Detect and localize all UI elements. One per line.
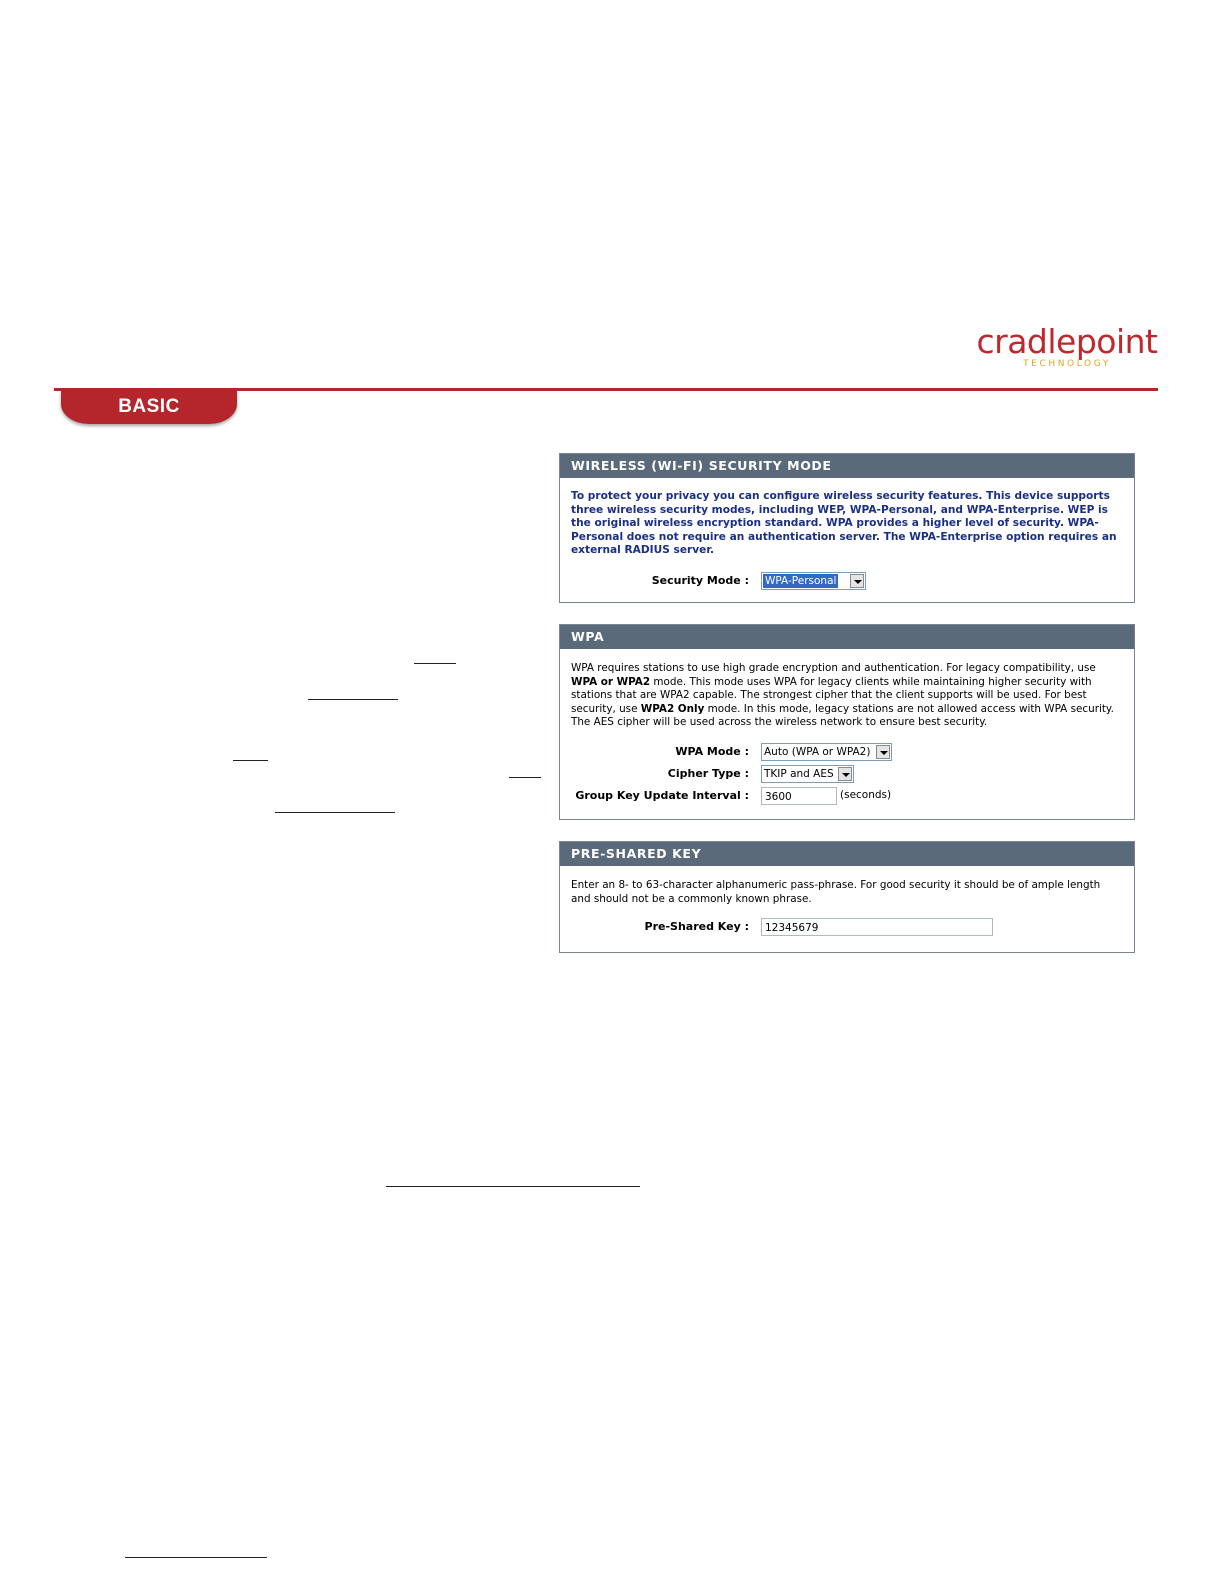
wpa-mode-value: Auto (WPA or WPA2)	[764, 746, 871, 758]
wpa-mode-row	[560, 743, 1134, 763]
hidden-link-underline	[125, 1557, 267, 1558]
group-key-interval-input[interactable]: 3600	[761, 787, 837, 805]
psk-panel	[559, 841, 1135, 953]
wpa-panel	[559, 624, 1135, 820]
pre-shared-key-input[interactable]: 12345679	[761, 918, 993, 936]
wpa-panel-title: WPA	[560, 625, 1134, 649]
wpa-description-text: mode. In this mode, legacy stations are not allowed access with WPA security. The AES cipher will be used across the wireless network to ensure best security.	[571, 702, 1114, 728]
security-mode-value: WPA-Personal	[765, 575, 837, 587]
security-mode-select[interactable]	[761, 572, 866, 590]
wpa-description	[571, 662, 1123, 730]
hidden-link-underline	[386, 1186, 640, 1187]
section-tab-label: BASIC	[118, 396, 180, 417]
logo-wordmark: cradlepoint	[976, 322, 1158, 361]
psk-description: Enter an 8- to 63-character alphanumeric pass-phrase. For good security it should be of ample length and should not be a commonly known phrase.	[571, 879, 1101, 905]
group-key-row	[560, 787, 1134, 807]
chevron-down-icon[interactable]	[850, 574, 864, 588]
security-mode-description: To protect your privacy you can configure wireless security features. This device supports three wireless security modes, including WEP, WPA-Personal, and WPA-Enterprise. WEP is the original wireless encryption standard. WPA provides a higher level of security. WPA-Personal does not require an authentication server. The WPA-Enterprise option requires an external RADIUS server.	[571, 490, 1117, 556]
chevron-down-icon[interactable]	[838, 767, 852, 781]
cipher-type-label: Cipher Type :	[667, 767, 749, 780]
cipher-type-value: TKIP and AES	[764, 768, 834, 780]
wpa-description-text: mode. This mode uses WPA for legacy clients while maintaining higher security with stations that are WPA2 capable. The strongest cipher that the client supports will be used. For best security, use	[571, 675, 1092, 715]
section-tab-basic	[61, 390, 237, 424]
wpa-description-emphasis: WPA2 Only	[640, 702, 705, 715]
hidden-link-underline	[233, 760, 268, 761]
wpa-description-emphasis: WPA or WPA2	[571, 675, 651, 688]
security-mode-row	[560, 572, 1134, 592]
wpa-description-text: WPA requires stations to use high grade encryption and authentication. For legacy compatibility, use	[571, 662, 1096, 674]
wpa-mode-select[interactable]	[761, 743, 892, 761]
hidden-link-underline	[509, 777, 541, 778]
logo-subtext: TECHNOLOGY	[1023, 359, 1111, 369]
cipher-type-row	[560, 765, 1134, 785]
wpa-mode-label: WPA Mode :	[675, 745, 749, 758]
hidden-link-underline	[308, 699, 398, 700]
hidden-link-underline	[275, 812, 395, 813]
psk-panel-title: PRE-SHARED KEY	[560, 842, 1134, 866]
hidden-link-underline	[414, 663, 456, 664]
psk-row	[560, 918, 1134, 938]
group-key-label: Group Key Update Interval :	[575, 789, 749, 802]
security-mode-panel	[559, 453, 1135, 603]
cradlepoint-logo	[974, 324, 1160, 372]
chevron-down-icon[interactable]	[876, 745, 890, 759]
psk-label: Pre-Shared Key :	[644, 920, 749, 933]
group-key-unit: (seconds)	[840, 789, 892, 801]
cipher-type-select[interactable]	[761, 765, 854, 783]
security-mode-label: Security Mode :	[651, 574, 749, 587]
security-mode-panel-title: WIRELESS (WI-FI) SECURITY MODE	[560, 454, 1134, 478]
